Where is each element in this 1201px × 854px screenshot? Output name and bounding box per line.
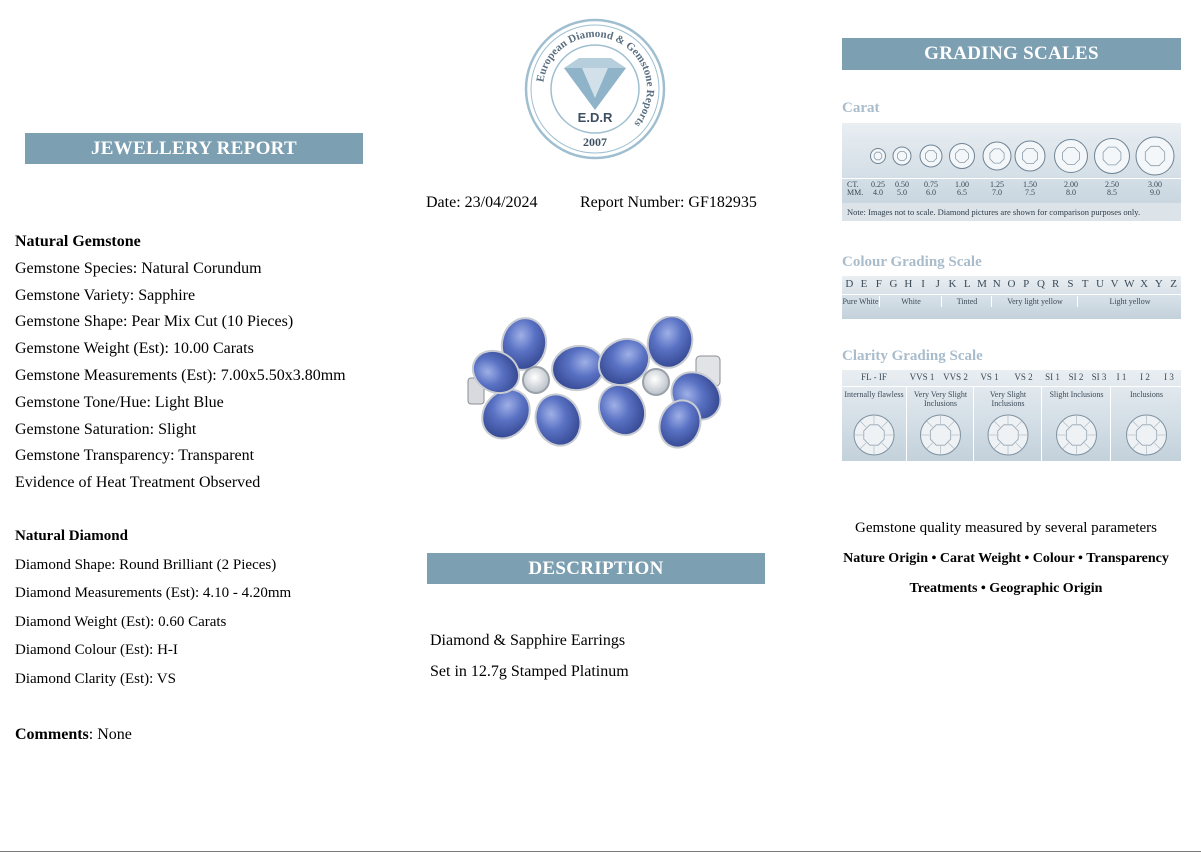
comments-label: Comments <box>15 726 89 743</box>
carat-diamond-icon <box>871 149 886 164</box>
clarity-group <box>973 387 1042 461</box>
carat-mm-value: 7.0 <box>992 188 1002 197</box>
jewellery-report-banner: JEWELLERY REPORT <box>25 133 363 164</box>
logo-initials: E.D.R <box>577 110 613 125</box>
colour-grade: I <box>921 278 925 290</box>
gemstone-treatment: Evidence of Heat Treatment Observed <box>15 474 261 492</box>
gemstone-saturation: Gemstone Saturation: Slight <box>15 420 197 438</box>
clarity-group <box>1041 387 1111 461</box>
clarity-group <box>842 387 906 461</box>
carat-mm-value: 7.5 <box>1025 188 1035 197</box>
clarity-group <box>1110 387 1182 461</box>
carat-mm-value: 8.0 <box>1066 188 1076 197</box>
report-number: Report Number: GF182935 <box>580 194 757 211</box>
carat-mm-value: 6.5 <box>957 188 967 197</box>
clarity-grade: SI 1 <box>1045 372 1060 382</box>
carat-mm-value: 4.0 <box>873 188 883 197</box>
carat-scale-title: Carat <box>842 100 880 116</box>
clarity-group-label: Very Very Slight Inclusions <box>913 390 968 408</box>
carat-mm-value: 8.5 <box>1107 188 1117 197</box>
diamond-weight: Diamond Weight (Est): 0.60 Carats <box>15 613 227 630</box>
carat-ct-value: 1.25 <box>990 180 1004 189</box>
colour-group: Very light yellow <box>991 296 1078 307</box>
colour-scale-title: Colour Grading Scale <box>842 254 982 270</box>
clarity-grade: SI 3 <box>1091 372 1107 382</box>
quality-line-2: Treatments • Geographic Origin <box>909 581 1103 596</box>
colour-grade: Y <box>1154 278 1163 290</box>
diamond-heading: Natural Diamond <box>15 528 128 544</box>
colour-grade: H <box>904 278 913 290</box>
clarity-grade: VS 2 <box>1014 372 1033 382</box>
clarity-scale-panel <box>842 370 1181 461</box>
diamond-details <box>15 522 291 693</box>
colour-grade: E <box>860 278 868 290</box>
carat-scale-panel <box>842 123 1181 221</box>
clarity-group-label: Inclusions <box>1130 390 1163 399</box>
clarity-diamond-icon <box>1111 387 1182 461</box>
diamond-colour: Diamond Colour (Est): H-I <box>15 642 178 658</box>
carat-ct-value: 0.50 <box>895 180 909 189</box>
colour-group: Tinted <box>941 296 992 307</box>
grading-scales-banner: GRADING SCALES <box>842 38 1181 70</box>
carat-diamond-icon <box>1015 141 1045 171</box>
carat-note: Note: Images not to scale. Diamond pictures are shown for comparison purposes only. <box>842 203 1181 221</box>
carat-diamond-icon <box>983 142 1011 170</box>
comments-value: : None <box>88 726 132 743</box>
clarity-diamond-icon <box>1042 387 1111 461</box>
clarity-group <box>906 387 974 461</box>
diamond-icon <box>564 58 626 110</box>
clarity-group-label: Slight Inclusions <box>1049 390 1104 399</box>
clarity-group-label: Very Slight Inclusions <box>989 390 1027 408</box>
colour-grade: G <box>889 278 898 290</box>
colour-grade: K <box>948 278 957 290</box>
carat-diamond-icon <box>1095 139 1130 174</box>
carat-ct-value: 2.00 <box>1064 180 1078 189</box>
colour-grade: P <box>1023 278 1030 290</box>
clarity-grade: VVS 1 <box>909 372 935 382</box>
colour-grade: O <box>1007 278 1016 290</box>
colour-grade: V <box>1110 278 1119 290</box>
gemstone-weight: Gemstone Weight (Est): 10.00 Carats <box>15 340 254 358</box>
gemstone-species: Gemstone Species: Natural Corundum <box>15 259 262 277</box>
clarity-diamond-icon <box>907 387 974 461</box>
carat-diamond-icons <box>842 123 1181 178</box>
colour-grade: F <box>875 278 882 290</box>
gemstone-measurements: Gemstone Measurements (Est): 7.00x5.50x3.80mm <box>15 366 346 384</box>
edr-logo <box>524 18 666 160</box>
carat-diamond-icon <box>920 145 942 167</box>
logo-ring-text: European Diamond & Gemstone Reports <box>534 27 657 130</box>
carat-diamond-icon <box>893 147 911 165</box>
colour-grade: S <box>1067 278 1074 290</box>
colour-grade: N <box>992 278 1001 290</box>
clarity-group-label: Internally flawless <box>844 390 904 399</box>
colour-group: Light yellow <box>1077 296 1182 307</box>
colour-grade: M <box>977 278 987 290</box>
colour-grade: Z <box>1170 278 1177 290</box>
diamond-clarity: Diamond Clarity (Est): VS <box>15 670 176 687</box>
quality-line-1: Nature Origin • Carat Weight • Colour • Transparency <box>843 551 1169 566</box>
right-earring <box>590 316 728 450</box>
carat-diamond-icon <box>1055 140 1088 173</box>
diamond-shape: Diamond Shape: Round Brilliant (2 Pieces) <box>15 556 277 573</box>
clarity-diamond-icon <box>842 387 906 461</box>
diamond-measurements: Diamond Measurements (Est): 4.10 - 4.20mm <box>15 585 292 601</box>
carat-ct-value: 1.00 <box>955 180 969 189</box>
quality-intro: Gemstone quality measured by several parameters <box>855 520 1157 536</box>
carat-ct-value: 0.75 <box>924 180 938 189</box>
colour-group: White <box>879 296 942 307</box>
clarity-diamond-icon <box>974 387 1042 461</box>
clarity-grade: FL - IF <box>861 372 887 382</box>
description-line-1: Diamond & Sapphire Earrings <box>430 632 626 649</box>
gemstone-shape: Gemstone Shape: Pear Mix Cut (10 Pieces) <box>15 313 294 331</box>
comments <box>15 726 132 744</box>
colour-grade: W <box>1124 278 1135 290</box>
colour-grade: X <box>1140 278 1149 290</box>
clarity-grade: I 1 <box>1116 372 1127 382</box>
carat-ct-value: 1.50 <box>1023 180 1037 189</box>
colour-grade: D <box>845 278 854 290</box>
carat-ct-value: 3.00 <box>1148 180 1162 189</box>
colour-grade: T <box>1081 278 1089 290</box>
clarity-grade: VS 1 <box>980 372 999 382</box>
carat-ct-label: CT. <box>847 180 859 189</box>
colour-grade: R <box>1051 278 1060 290</box>
clarity-grade: SI 2 <box>1068 372 1084 382</box>
carat-ct-value: 2.50 <box>1105 180 1119 189</box>
carat-mm-value: 9.0 <box>1150 188 1160 197</box>
gemstone-transparency: Gemstone Transparency: Transparent <box>15 447 255 465</box>
left-earring <box>466 316 607 450</box>
clarity-grade: VVS 2 <box>943 372 968 382</box>
carat-diamond-icon <box>950 144 975 169</box>
bottom-rule <box>0 851 1201 852</box>
carat-diamond-icon <box>1136 137 1174 175</box>
gemstone-details <box>15 229 346 497</box>
colour-grade: L <box>963 278 971 290</box>
clarity-grade: I 2 <box>1140 372 1150 382</box>
carat-ct-value: 0.25 <box>871 180 885 189</box>
gemstone-heading: Natural Gemstone <box>15 233 141 250</box>
gemstone-variety: Gemstone Variety: Sapphire <box>15 286 196 304</box>
colour-grade: J <box>935 278 940 290</box>
gemstone-tone: Gemstone Tone/Hue: Light Blue <box>15 393 224 411</box>
colour-group: Pure White <box>842 297 879 306</box>
colour-grade: Q <box>1036 278 1045 290</box>
earrings-image <box>466 316 728 450</box>
colour-grade: U <box>1095 278 1104 290</box>
carat-mm-label: MM. <box>847 188 864 197</box>
description-banner: DESCRIPTION <box>427 553 765 584</box>
description-line-2: Set in 12.7g Stamped Platinum <box>430 663 629 680</box>
logo-year: 2007 <box>583 135 607 149</box>
clarity-scale-title: Clarity Grading Scale <box>842 348 983 364</box>
clarity-grade: I 3 <box>1164 372 1174 382</box>
colour-scale-panel <box>842 276 1181 319</box>
report-date: Date: 23/04/2024 <box>426 194 538 211</box>
carat-mm-value: 6.0 <box>926 188 936 197</box>
carat-mm-value: 5.0 <box>897 188 907 197</box>
